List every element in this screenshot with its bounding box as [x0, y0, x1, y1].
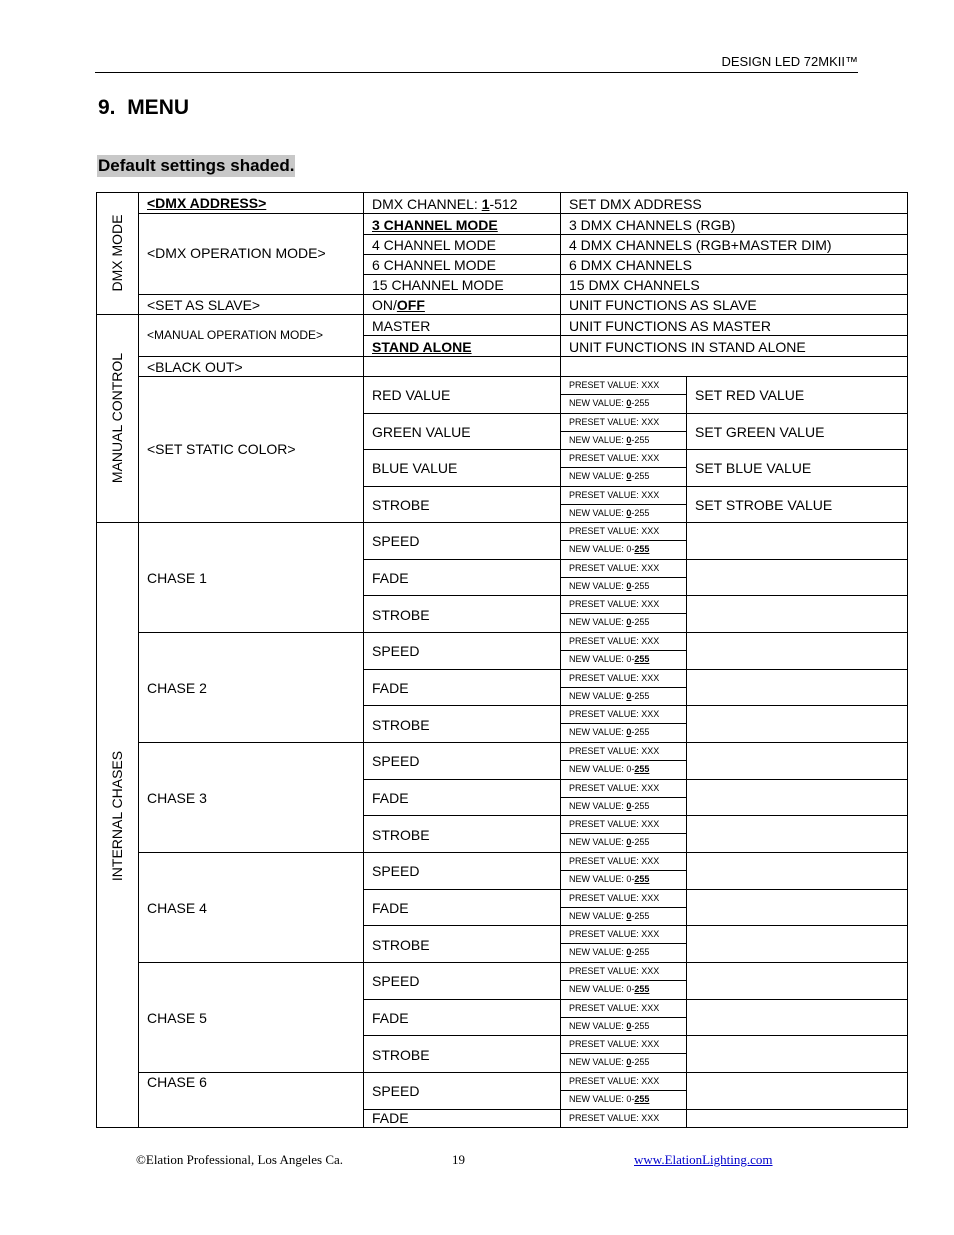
- chase-name: CHASE 3: [147, 790, 207, 806]
- table-rule: [363, 925, 908, 926]
- table-rule: [560, 540, 686, 541]
- table-rule: [363, 1035, 908, 1036]
- static-color-param: STROBE: [372, 496, 430, 513]
- dmx-function: 6 DMX CHANNELS: [569, 257, 692, 273]
- chase-param: FADE: [372, 790, 409, 806]
- table-rule: [560, 577, 686, 578]
- section-title: MENU: [127, 96, 190, 119]
- dmx-function: SET DMX ADDRESS: [569, 195, 702, 212]
- table-rule: [138, 192, 139, 1128]
- table-rule: [363, 192, 364, 1128]
- table-rule: [363, 335, 908, 336]
- table-rule: [907, 192, 908, 1128]
- preset-value: PRESET VALUE: XXX: [569, 489, 660, 500]
- preset-value: PRESET VALUE: XXX: [569, 746, 660, 756]
- preset-value: PRESET VALUE: XXX: [569, 526, 660, 536]
- table-rule: [560, 870, 686, 871]
- table-rule: [560, 192, 561, 1128]
- table-rule: [138, 213, 908, 214]
- table-rule: [138, 376, 908, 377]
- new-value: NEW VALUE: 0-255: [569, 398, 650, 408]
- chase-param: SPEED: [372, 863, 420, 880]
- footer-copyright: ©Elation Professional, Los Angeles Ca.: [136, 1152, 344, 1167]
- dmx-function: UNIT FUNCTIONS AS SLAVE: [569, 297, 757, 313]
- table-rule: [560, 431, 686, 432]
- dmx-setting: 6 CHANNEL MODE: [372, 257, 496, 273]
- chase-param: SPEED: [372, 533, 420, 550]
- new-value: NEW VALUE: 0-255: [569, 1094, 650, 1104]
- preset-value: PRESET VALUE: XXX: [569, 709, 660, 720]
- preset-value: PRESET VALUE: XXX: [569, 892, 660, 903]
- chase-param: FADE: [372, 1010, 409, 1026]
- dmx-function: 15 DMX CHANNELS: [569, 277, 700, 293]
- menu-black-out: <BLACK OUT>: [147, 359, 243, 375]
- preset-value: PRESET VALUE: XXX: [569, 416, 660, 427]
- chase-param: STROBE: [372, 1046, 430, 1063]
- page-header: [95, 48, 858, 73]
- new-value: NEW VALUE: 0-255: [569, 507, 650, 518]
- table-rule: [96, 1127, 908, 1128]
- table-rule: [96, 192, 908, 193]
- table-rule: [560, 980, 686, 981]
- new-value: NEW VALUE: 0-255: [569, 1020, 650, 1031]
- manual-function: UNIT FUNCTIONS IN STAND ALONE: [569, 338, 806, 355]
- preset-value: PRESET VALUE: XXX: [569, 1112, 660, 1123]
- menu-dmx-operation-mode: <DMX OPERATION MODE>: [147, 245, 326, 261]
- static-color-function: SET BLUE VALUE: [695, 460, 812, 477]
- table-rule: [363, 274, 908, 275]
- table-rule: [363, 889, 908, 890]
- menu-table: [96, 192, 908, 1128]
- table-rule: [363, 999, 908, 1000]
- new-value: NEW VALUE: 0-255: [569, 727, 650, 738]
- static-color-param: BLUE VALUE: [372, 460, 458, 477]
- table-rule: [560, 797, 686, 798]
- new-value: NEW VALUE: 0-255: [569, 947, 650, 958]
- static-color-function: SET RED VALUE: [695, 387, 805, 404]
- table-rule: [363, 559, 908, 560]
- new-value: NEW VALUE: 0-255: [569, 764, 650, 774]
- new-value: NEW VALUE: 0-255: [569, 544, 650, 554]
- new-value: NEW VALUE: 0-255: [569, 617, 650, 628]
- new-value: NEW VALUE: 0-255: [569, 800, 650, 811]
- table-rule: [560, 1090, 686, 1091]
- chase-param: FADE: [372, 1109, 409, 1126]
- footer-website-link[interactable]: www.ElationLighting.com: [634, 1152, 773, 1167]
- static-color-function: SET GREEN VALUE: [695, 423, 825, 440]
- static-color-param: GREEN VALUE: [372, 423, 471, 440]
- table-rule: [363, 486, 908, 487]
- manual-setting: STAND ALONE: [372, 338, 472, 355]
- group-label-internal-chases: INTERNAL CHASES: [109, 750, 125, 882]
- dmx-function: 4 DMX CHANNELS (RGB+MASTER DIM): [569, 237, 832, 253]
- table-rule: [363, 234, 908, 235]
- manual-function: UNIT FUNCTIONS AS MASTER: [569, 317, 771, 334]
- table-rule: [138, 852, 908, 853]
- table-rule: [138, 1072, 908, 1073]
- chase-name: CHASE 6: [147, 1074, 207, 1090]
- preset-value: PRESET VALUE: XXX: [569, 782, 660, 793]
- table-rule: [363, 413, 908, 414]
- static-color-function: SET STROBE VALUE: [695, 496, 833, 513]
- preset-value: PRESET VALUE: XXX: [569, 380, 660, 390]
- preset-value: PRESET VALUE: XXX: [569, 856, 660, 866]
- chase-param: STROBE: [372, 936, 430, 953]
- preset-value: PRESET VALUE: XXX: [569, 1039, 660, 1050]
- table-rule: [138, 632, 908, 633]
- dmx-function: 3 DMX CHANNELS (RGB): [569, 216, 736, 233]
- new-value: NEW VALUE: 0-255: [569, 837, 650, 848]
- table-rule: [560, 1017, 686, 1018]
- preset-value: PRESET VALUE: XXX: [569, 636, 660, 646]
- new-value: NEW VALUE: 0-255: [569, 434, 650, 445]
- static-color-param: RED VALUE: [372, 387, 451, 404]
- new-value: NEW VALUE: 0-255: [569, 690, 650, 701]
- table-rule: [560, 613, 686, 614]
- footer-page-number: 19: [452, 1152, 465, 1167]
- section-number: 9.: [98, 96, 116, 119]
- chase-name: CHASE 1: [147, 570, 207, 586]
- menu-set-as-slave: <SET AS SLAVE>: [147, 297, 261, 313]
- table-rule: [560, 467, 686, 468]
- table-rule: [560, 943, 686, 944]
- menu-dmx-address: <DMX ADDRESS>: [147, 195, 267, 211]
- table-rule: [686, 522, 687, 1128]
- table-rule: [363, 1109, 908, 1110]
- chase-param: FADE: [372, 680, 409, 696]
- group-label-manual-control: MANUAL CONTROL: [109, 352, 125, 484]
- preset-value: PRESET VALUE: XXX: [569, 819, 660, 830]
- chase-param: STROBE: [372, 716, 430, 733]
- table-rule: [686, 376, 687, 522]
- table-rule: [560, 687, 686, 688]
- new-value: NEW VALUE: 0-255: [569, 471, 650, 481]
- table-rule: [96, 314, 908, 315]
- group-label-dmx-mode: DMX MODE: [109, 214, 125, 292]
- new-value: NEW VALUE: 0-255: [569, 874, 650, 884]
- dmx-setting: ON/OFF: [372, 297, 425, 313]
- table-rule: [560, 1053, 686, 1054]
- table-rule: [560, 650, 686, 651]
- preset-value: PRESET VALUE: XXX: [569, 929, 660, 940]
- new-value: NEW VALUE: 0-255: [569, 580, 650, 591]
- chase-param: SPEED: [372, 973, 420, 990]
- new-value: NEW VALUE: 0-255: [569, 910, 650, 921]
- table-rule: [363, 669, 908, 670]
- preset-value: PRESET VALUE: XXX: [569, 966, 660, 976]
- new-value: NEW VALUE: 0-255: [569, 654, 650, 664]
- chase-param: STROBE: [372, 606, 430, 623]
- table-rule: [363, 254, 908, 255]
- chase-param: STROBE: [372, 826, 430, 843]
- table-rule: [363, 595, 908, 596]
- table-rule: [138, 742, 908, 743]
- preset-value: PRESET VALUE: XXX: [569, 599, 660, 610]
- preset-value: PRESET VALUE: XXX: [569, 672, 660, 683]
- new-value: NEW VALUE: 0-255: [569, 1057, 650, 1068]
- table-rule: [363, 779, 908, 780]
- section-heading: [98, 96, 189, 120]
- chase-param: FADE: [372, 570, 409, 586]
- dmx-setting: 15 CHANNEL MODE: [372, 277, 504, 293]
- preset-value: PRESET VALUE: XXX: [569, 1076, 660, 1086]
- chase-name: CHASE 5: [147, 1010, 207, 1026]
- chase-param: SPEED: [372, 753, 420, 770]
- chase-name: CHASE 2: [147, 680, 207, 696]
- new-value: NEW VALUE: 0-255: [569, 984, 650, 994]
- table-rule: [560, 723, 686, 724]
- default-settings-note: Default settings shaded.: [98, 156, 295, 175]
- table-rule: [560, 504, 686, 505]
- menu-set-static-color: <SET STATIC COLOR>: [147, 441, 296, 457]
- dmx-setting: 3 CHANNEL MODE: [372, 216, 498, 233]
- table-rule: [560, 907, 686, 908]
- chase-name: CHASE 4: [147, 900, 207, 916]
- table-rule: [363, 815, 908, 816]
- table-rule: [138, 356, 908, 357]
- manual-setting: MASTER: [372, 317, 431, 334]
- document-title: DESIGN LED 72MKII™: [721, 54, 858, 69]
- preset-value: PRESET VALUE: XXX: [569, 562, 660, 573]
- table-rule: [560, 394, 686, 395]
- table-rule: [138, 962, 908, 963]
- table-rule: [138, 294, 908, 295]
- chase-param: FADE: [372, 900, 409, 916]
- chase-param: SPEED: [372, 643, 420, 660]
- table-rule: [560, 833, 686, 834]
- dmx-setting: 4 CHANNEL MODE: [372, 237, 496, 253]
- preset-value: PRESET VALUE: XXX: [569, 453, 660, 463]
- menu-manual-operation-mode: <MANUAL OPERATION MODE>: [147, 328, 324, 342]
- table-rule: [363, 449, 908, 450]
- table-rule: [96, 522, 908, 523]
- table-rule: [363, 705, 908, 706]
- dmx-setting: DMX CHANNEL: 1-512: [372, 195, 518, 212]
- table-rule: [560, 760, 686, 761]
- preset-value: PRESET VALUE: XXX: [569, 1002, 660, 1013]
- table-rule: [96, 192, 97, 1128]
- chase-param: SPEED: [372, 1083, 420, 1100]
